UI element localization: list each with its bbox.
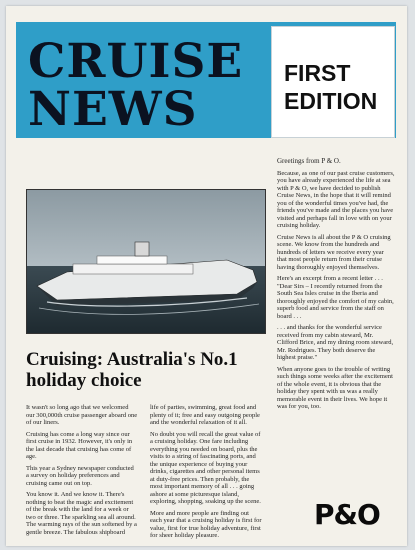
edition-label: FIRST EDITION — [284, 60, 378, 114]
letter-paragraph: When anyone goes to the trouble of writing such things some weeks after the excitement of the whole event, it is obvious that the holiday they spent with us was a really memorable event in their lives. We hope it was for you, too. — [277, 365, 393, 410]
letter-paragraph: Cruise News is all about the P & O cruising scene. We know from the hundreds and hundreds of letters we receive every year that most people return from their cruise having thoroughly enjoyed themselves. — [277, 233, 391, 271]
article-paragraph: No doubt you will recall the great value of a cruising holiday. One fare including everything you needed on board, plus the visits to a string of fascinating ports, and the unique experience of buying your drinks, cigarettes and other personal items at duty-free prices. Then probably, the most important memory of all . . . going ashore at some picturesque island, exploring, shopping, soaking up the scene. — [150, 430, 261, 505]
cruise-ship-photo — [26, 189, 266, 334]
letter-paragraph: Because, as one of our past cruise customers, you have already experienced the life at sea with P & O, we have decided to publish Cruise News, in the hope that it will remind you of the wonderful times you've had, the friends you've made and the places you have visited and perhaps fall in love with on your cruising holiday. — [277, 169, 395, 229]
letter-paragraph: Here's an excerpt from a recent letter . . . "Dear Sirs – I recently returned from the South Sea Isles cruise in the Iberia and thoroughly enjoyed the comfort of my cabin, superb food and service from the staff on board . . . — [277, 275, 394, 320]
article-paragraph: Cruising has come a long way since our first cruise in 1932. However, it's only in the last decade that cruising has come of age. — [26, 430, 133, 460]
edition-box — [271, 26, 395, 138]
cruise-ship-illustration — [27, 190, 265, 333]
letter-column — [277, 158, 395, 415]
letter-paragraph: . . . and thanks for the wonderful service received from my cabin steward, Mr. Clifford Brice, and my dining room steward, Mr. Rodrigues. They both deserve the highest praise." — [277, 324, 394, 361]
article-paragraph: More and more people are finding out each year that a cruising holiday is first for value, first for true holiday adventure, first for sheer holiday pleasure. — [150, 509, 262, 539]
article-column-left — [26, 404, 138, 540]
article-paragraph: It wasn't so long ago that we welcomed our 300,000th cruise passenger aboard one of our liners. — [26, 404, 138, 426]
article-headline: Cruising: Australia's No.1 holiday choice — [26, 349, 238, 391]
letter-greeting: Greetings from P & O. — [277, 157, 341, 165]
article-column-middle — [150, 404, 262, 544]
masthead-title: CRUISE NEWS — [28, 34, 244, 137]
article-paragraph: life of parties, swimming, great food and plenty of it; free and easy outgoing people and the wonderful relaxation of it all. — [150, 404, 260, 426]
po-logo — [312, 496, 380, 536]
po-logo-main: P&O — [314, 498, 380, 531]
brochure-page — [6, 6, 407, 546]
article-paragraph: You know it. And we know it. There's nothing to beat the magic and excitement of the break with the land for a week or two or three. The sparkling sea all around. The warming rays of the sun softened by a gentle breeze. The fabulous shipboard — [26, 491, 137, 536]
article-paragraph: This year a Sydney newspaper conducted a survey on holiday preferences and cruising came out on top. — [26, 464, 134, 487]
